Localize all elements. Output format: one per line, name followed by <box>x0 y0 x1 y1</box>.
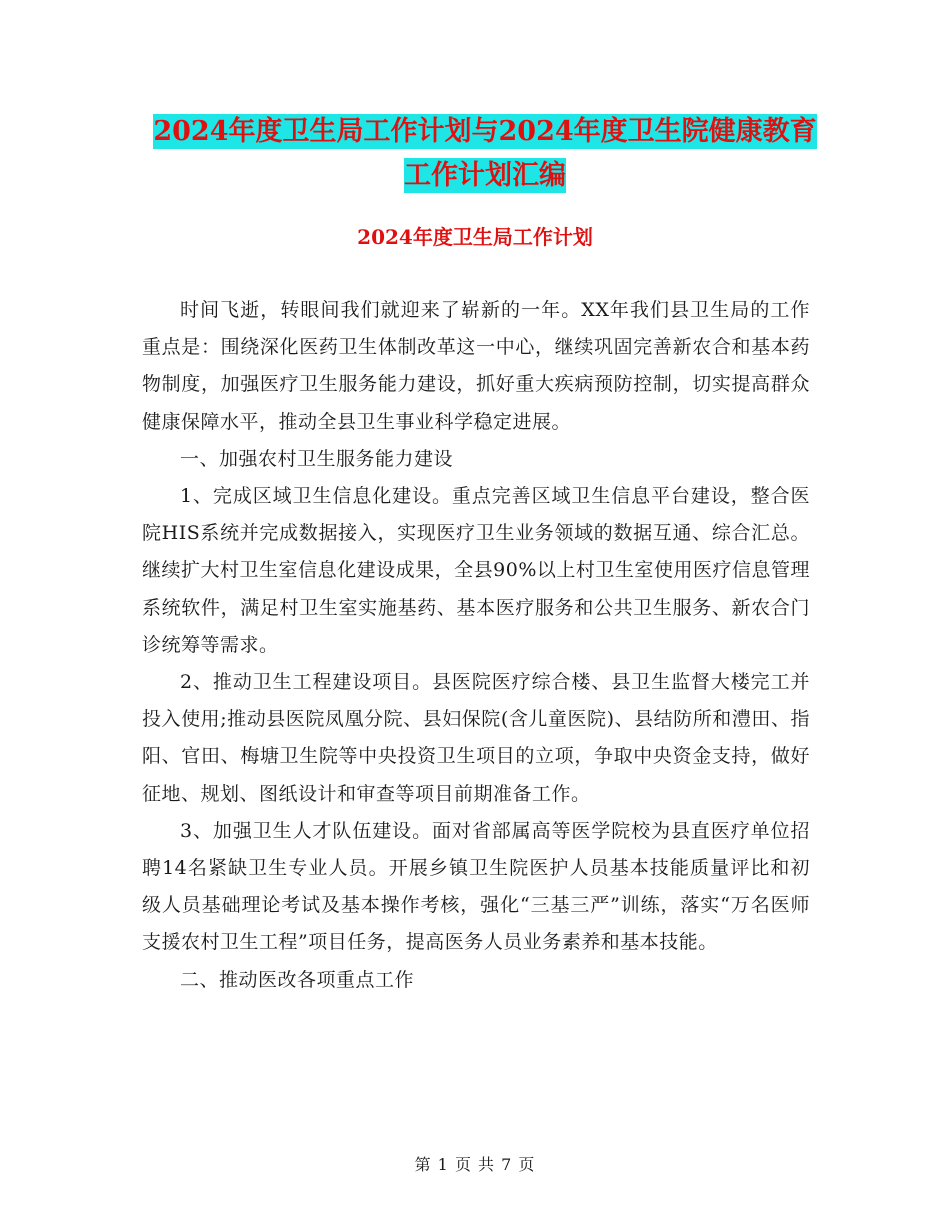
intro-paragraph: 时间飞逝，转眼间我们就迎来了崭新的一年。XX年我们县卫生局的工作重点是：围绕深化医药卫生体制改革这一中心，继续巩固完善新农合和基本药物制度，加强医疗卫生服务能力建设，抓好重大疾病预防控制，切实提高群众健康保障水平，推动全县卫生事业科学稳定进展。 <box>142 299 810 433</box>
paragraph-item-2: 2、推动卫生工程建设项目。县医院医疗综合楼、县卫生监督大楼完工并投入使用;推动县医院凤凰分院、县妇保院(含儿童医院)、县结防所和澧田、指阳、官田、梅塘卫生院等中央投资卫生项目的立项，争取中央资金支持，做好征地、规划、图纸设计和审查等项目前期准备工作。 <box>142 671 810 805</box>
heading-part-two: 二、推动医改各项重点工作 <box>180 968 415 991</box>
section-title: 2024年度卫生局工作计划 <box>357 225 593 249</box>
paragraph-item-1: 1、完成区域卫生信息化建设。重点完善区域卫生信息平台建设，整合医院HIS系统并完成数据接入，实现医疗卫生业务领域的数据互通、综合汇总。继续扩大村卫生室信息化建设成果，全县90%以上村卫生室使用医疗信息管理系统软件，满足村卫生室实施基药、基本医疗服务和公共卫生服务、新农合门诊统筹等需求。 <box>142 485 810 656</box>
heading-part-one: 一、加强农村卫生服务能力建设 <box>180 447 454 470</box>
page-number-footer: 第 1 页 共 7 页 <box>414 1155 536 1174</box>
paragraph-item-3: 3、加强卫生人才队伍建设。面对省部属高等医学院校为县直医疗单位招聘14名紧缺卫生专业人员。开展乡镇卫生院医护人员基本技能质量评比和初级人员基础理论考试及基本操作考核，强化“三基三严”训练，落实“万名医师支援农村卫生工程”项目任务，提高医务人员业务素养和基本技能。 <box>142 819 810 954</box>
document-title-line-1: 2024年度卫生局工作计划与2024年度卫生院健康教育 <box>153 116 817 147</box>
document-body <box>142 292 810 999</box>
document-title-line-2: 工作计划汇编 <box>404 160 566 191</box>
document-title <box>140 110 830 198</box>
